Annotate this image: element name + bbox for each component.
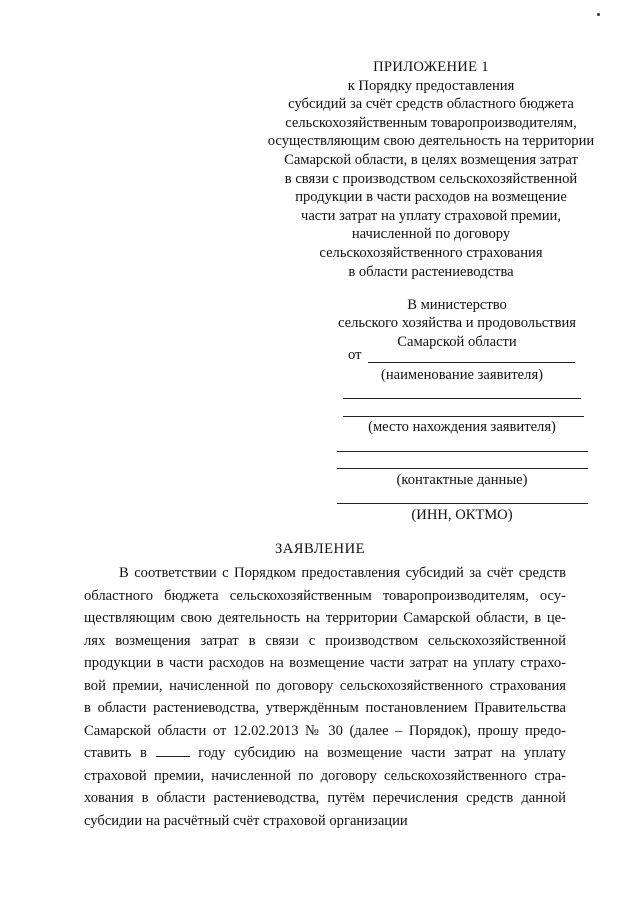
statement-body [84, 562, 566, 832]
appendix-line: сельскохозяйственного страхования [319, 244, 543, 261]
addressee-line: В министерство [407, 297, 507, 313]
addressee-block [325, 296, 589, 351]
appendix-title: ПРИЛОЖЕНИЕ 1 [373, 59, 489, 75]
appendix-header [250, 58, 612, 281]
appendix-line: продукции в части расходов на возмещение [295, 189, 567, 206]
appendix-line: части затрат на уплату страховой премии, [300, 207, 561, 224]
statement-line: В соответствии с Порядком предоставления субсидий за счёт средств [119, 565, 566, 581]
year-blank-field[interactable] [156, 744, 190, 757]
inn-caption: (ИНН, ОКТМО) [411, 507, 513, 523]
statement-line: хования в области растениеводства, путём перечисления средств данной [84, 790, 566, 806]
addressee-line: Самарской области [397, 333, 517, 350]
statement-line: в области растениеводства, утверждённым постановлением Правительства [84, 700, 566, 716]
statement-line-with-blank [84, 742, 566, 765]
statement-line: областного бюджета сельскохозяйственным товаропроизводителям, осу- [84, 587, 566, 604]
statement-text: ставить в [84, 745, 147, 761]
applicant-name-line[interactable] [368, 362, 575, 363]
statement-line: вой премии, начисленной по договору сельскохозяйственного страхования [84, 677, 566, 694]
statement-line: Самарской области от 12.02.2013 № 30 (далее – Порядок), прошу предо- [84, 722, 566, 739]
contacts-line-1[interactable] [337, 451, 588, 452]
statement-line: субсидии на расчётный счёт страховой организации [84, 812, 408, 829]
appendix-line: в связи с производством сельскохозяйственной [284, 170, 578, 187]
statement-line: лях возмещения затрат в связи с производством сельскохозяйственной [84, 632, 566, 649]
scan-speck [597, 13, 600, 16]
addressee-line: сельского хозяйства и продовольствия [337, 315, 577, 332]
applicant-name-caption: (наименование заявителя) [380, 367, 544, 383]
statement-line: ществляющим свою деятельность на территории Самарской области, в це- [84, 610, 566, 626]
appendix-line: субсидий за счёт средств областного бюджета [288, 96, 574, 113]
from-label: от [348, 347, 362, 363]
statement-line: продукции в части расходов на возмещение части затрат на уплату страхо- [84, 655, 566, 671]
statement-line: страховой премии, начисленной по договору сельскохозяйственного стра- [84, 767, 566, 784]
appendix-line: к Порядку предоставления [347, 77, 515, 94]
appendix-line: осуществляющим свою деятельность на территории [267, 133, 595, 150]
appendix-line: в области растениеводства [348, 263, 514, 280]
appendix-line: сельскохозяйственным товаропроизводителям, [285, 114, 577, 131]
statement-text: году субсидию на возмещение части затрат на уплату [198, 745, 566, 761]
statement-title: ЗАЯВЛЕНИЕ [274, 541, 366, 557]
inn-line[interactable] [337, 503, 588, 504]
location-line-1[interactable] [343, 398, 581, 399]
location-line-2[interactable] [343, 416, 584, 417]
contacts-line-2[interactable] [337, 468, 588, 469]
contacts-caption: (контактные данные) [396, 472, 528, 488]
appendix-line: начисленной по договору [351, 226, 511, 243]
appendix-line: Самарской области, в целях возмещения затрат [284, 151, 578, 168]
location-caption: (место нахождения заявителя) [368, 419, 556, 435]
